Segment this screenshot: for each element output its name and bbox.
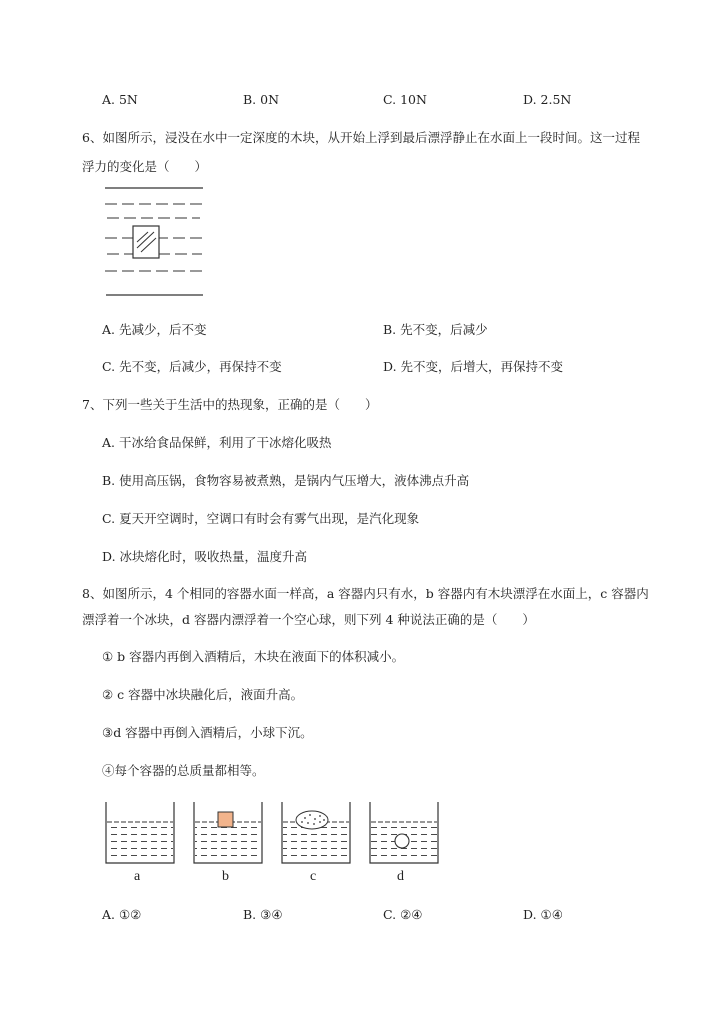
wood-block xyxy=(218,812,233,827)
q8-containers-figure xyxy=(100,796,460,886)
container-d xyxy=(370,802,438,863)
container-b xyxy=(194,802,262,863)
container-label-b: b xyxy=(222,869,229,884)
q8-stem-line2: 漂浮着一个冰块，d 容器内漂浮着一个空心球，则下列 4 种说法正确的是（ ） xyxy=(82,612,535,627)
q7-option-c: C. 夏天开空调时，空调口有时会有雾气出现，是汽化现象 xyxy=(102,511,420,526)
q8-option-a: A. ①② xyxy=(102,907,142,922)
container-label-a: a xyxy=(134,869,141,884)
q6-stem-line1: 6、如图所示，浸没在水中一定深度的木块，从开始上浮到最后漂浮静止在水面上一段时间。这一过程 xyxy=(82,130,640,145)
q8-option-c: C. ②④ xyxy=(383,907,423,922)
q8-statement-1: ① b 容器内再倒入酒精后，木块在液面下的体积减小。 xyxy=(102,649,405,664)
q8-statement-2: ② c 容器中冰块融化后，液面升高。 xyxy=(102,687,304,702)
q7-option-a: A. 干冰给食品保鲜，利用了干冰熔化吸热 xyxy=(102,435,332,450)
q8-statement-3: ③d 容器中再倒入酒精后，小球下沉。 xyxy=(102,725,313,740)
q5-option-b: B. 0N xyxy=(243,92,280,107)
q6-option-b: B. 先不变，后减少 xyxy=(383,322,488,337)
q5-option-d: D. 2.5N xyxy=(523,92,572,107)
q7-option-d: D. 冰块熔化时，吸收热量，温度升高 xyxy=(102,549,308,564)
q5-option-a: A. 5N xyxy=(102,92,138,107)
q6-wood-block-figure xyxy=(102,182,212,302)
q7-option-b: B. 使用高压锅，食物容易被煮熟，是锅内气压增大，液体沸点升高 xyxy=(102,473,470,488)
container-label-c: c xyxy=(310,869,317,884)
q7-stem: 7、下列一些关于生活中的热现象，正确的是（ ） xyxy=(82,397,378,412)
hollow-ball xyxy=(395,834,409,848)
q8-option-b: B. ③④ xyxy=(243,907,283,922)
q6-option-d: D. 先不变，后增大，再保持不变 xyxy=(383,359,564,374)
q5-option-c: C. 10N xyxy=(383,92,427,107)
q8-statement-4: ④每个容器的总质量都相等。 xyxy=(102,763,265,778)
q8-option-d: D. ①④ xyxy=(523,907,563,922)
q8-stem-line1: 8、如图所示，4 个相同的容器水面一样高，a 容器内只有水，b 容器内有木块漂浮在水面上，c 容器内 xyxy=(82,586,649,601)
container-c xyxy=(282,802,350,863)
container-a xyxy=(106,802,174,863)
q6-option-c: C. 先不变，后减少，再保持不变 xyxy=(102,359,282,374)
q6-stem-line2: 浮力的变化是（ ） xyxy=(82,159,208,174)
container-label-d: d xyxy=(397,869,404,884)
q6-option-a: A. 先减少，后不变 xyxy=(102,322,207,337)
